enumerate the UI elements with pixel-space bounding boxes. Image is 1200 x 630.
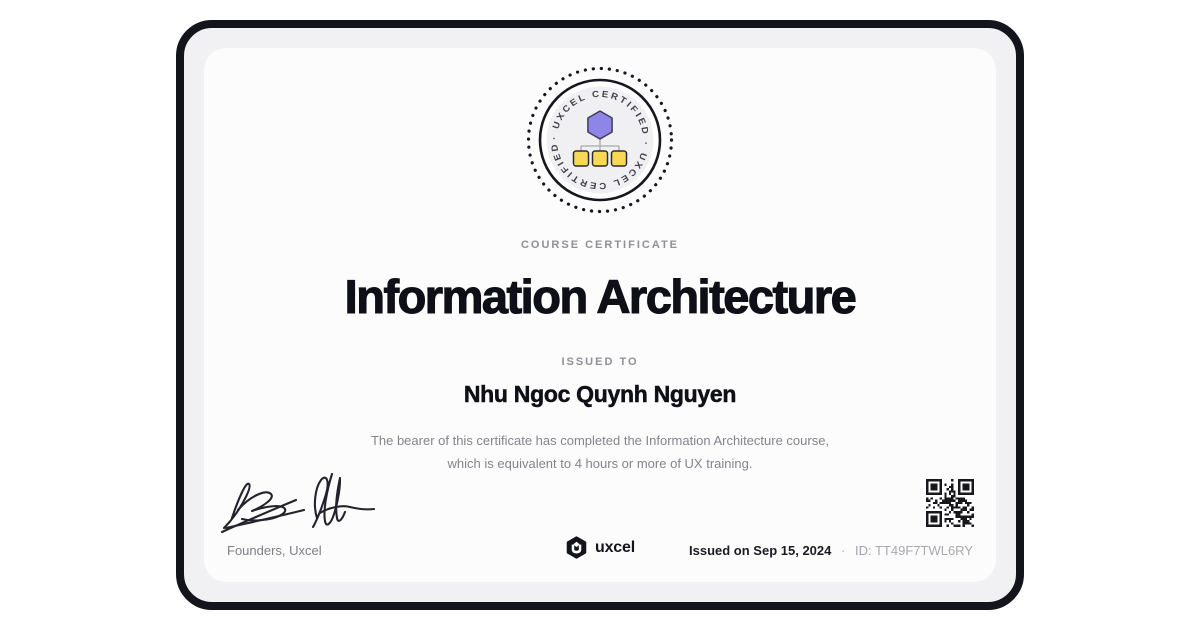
certificate-id-value: TT49F7TWL6RY bbox=[874, 543, 973, 558]
uxcel-wordmark: uxcel bbox=[595, 538, 635, 556]
issue-info bbox=[689, 543, 973, 558]
description-line-2: which is equivalent to 4 hours or more of UX training. bbox=[447, 455, 753, 471]
course-title: Information Architecture bbox=[344, 270, 856, 323]
signature-caption: Founders, Uxcel bbox=[227, 543, 322, 558]
recipient-name: Nhu Ngoc Quynh Nguyen bbox=[463, 381, 737, 407]
uxcel-hexagon-icon bbox=[565, 536, 588, 559]
certificate-id-label: ID: bbox=[854, 543, 872, 558]
seal-ring-text: · UXCEL CERTIFIED · UXCEL CERTIFIED bbox=[548, 88, 652, 192]
hexagon-node bbox=[588, 111, 612, 139]
child-node-1 bbox=[574, 151, 589, 166]
child-node-2 bbox=[593, 151, 608, 166]
certified-seal bbox=[524, 64, 676, 216]
founder-signatures bbox=[214, 468, 390, 542]
certificate-description bbox=[0, 430, 1200, 475]
signature-2 bbox=[313, 474, 374, 527]
description-line-1: The bearer of this certificate has completed the Information Architecture course, bbox=[370, 433, 830, 448]
issued-to-label: ISSUED TO bbox=[561, 356, 639, 368]
separator-dot: · bbox=[841, 543, 846, 558]
issued-on-date: Issued on Sep 15, 2024 bbox=[689, 543, 832, 558]
uxcel-logo bbox=[0, 536, 1200, 559]
child-node-3 bbox=[612, 151, 627, 166]
signature-1 bbox=[222, 484, 304, 532]
course-certificate-label: COURSE CERTIFICATE bbox=[520, 239, 680, 251]
qr-code bbox=[926, 479, 974, 527]
